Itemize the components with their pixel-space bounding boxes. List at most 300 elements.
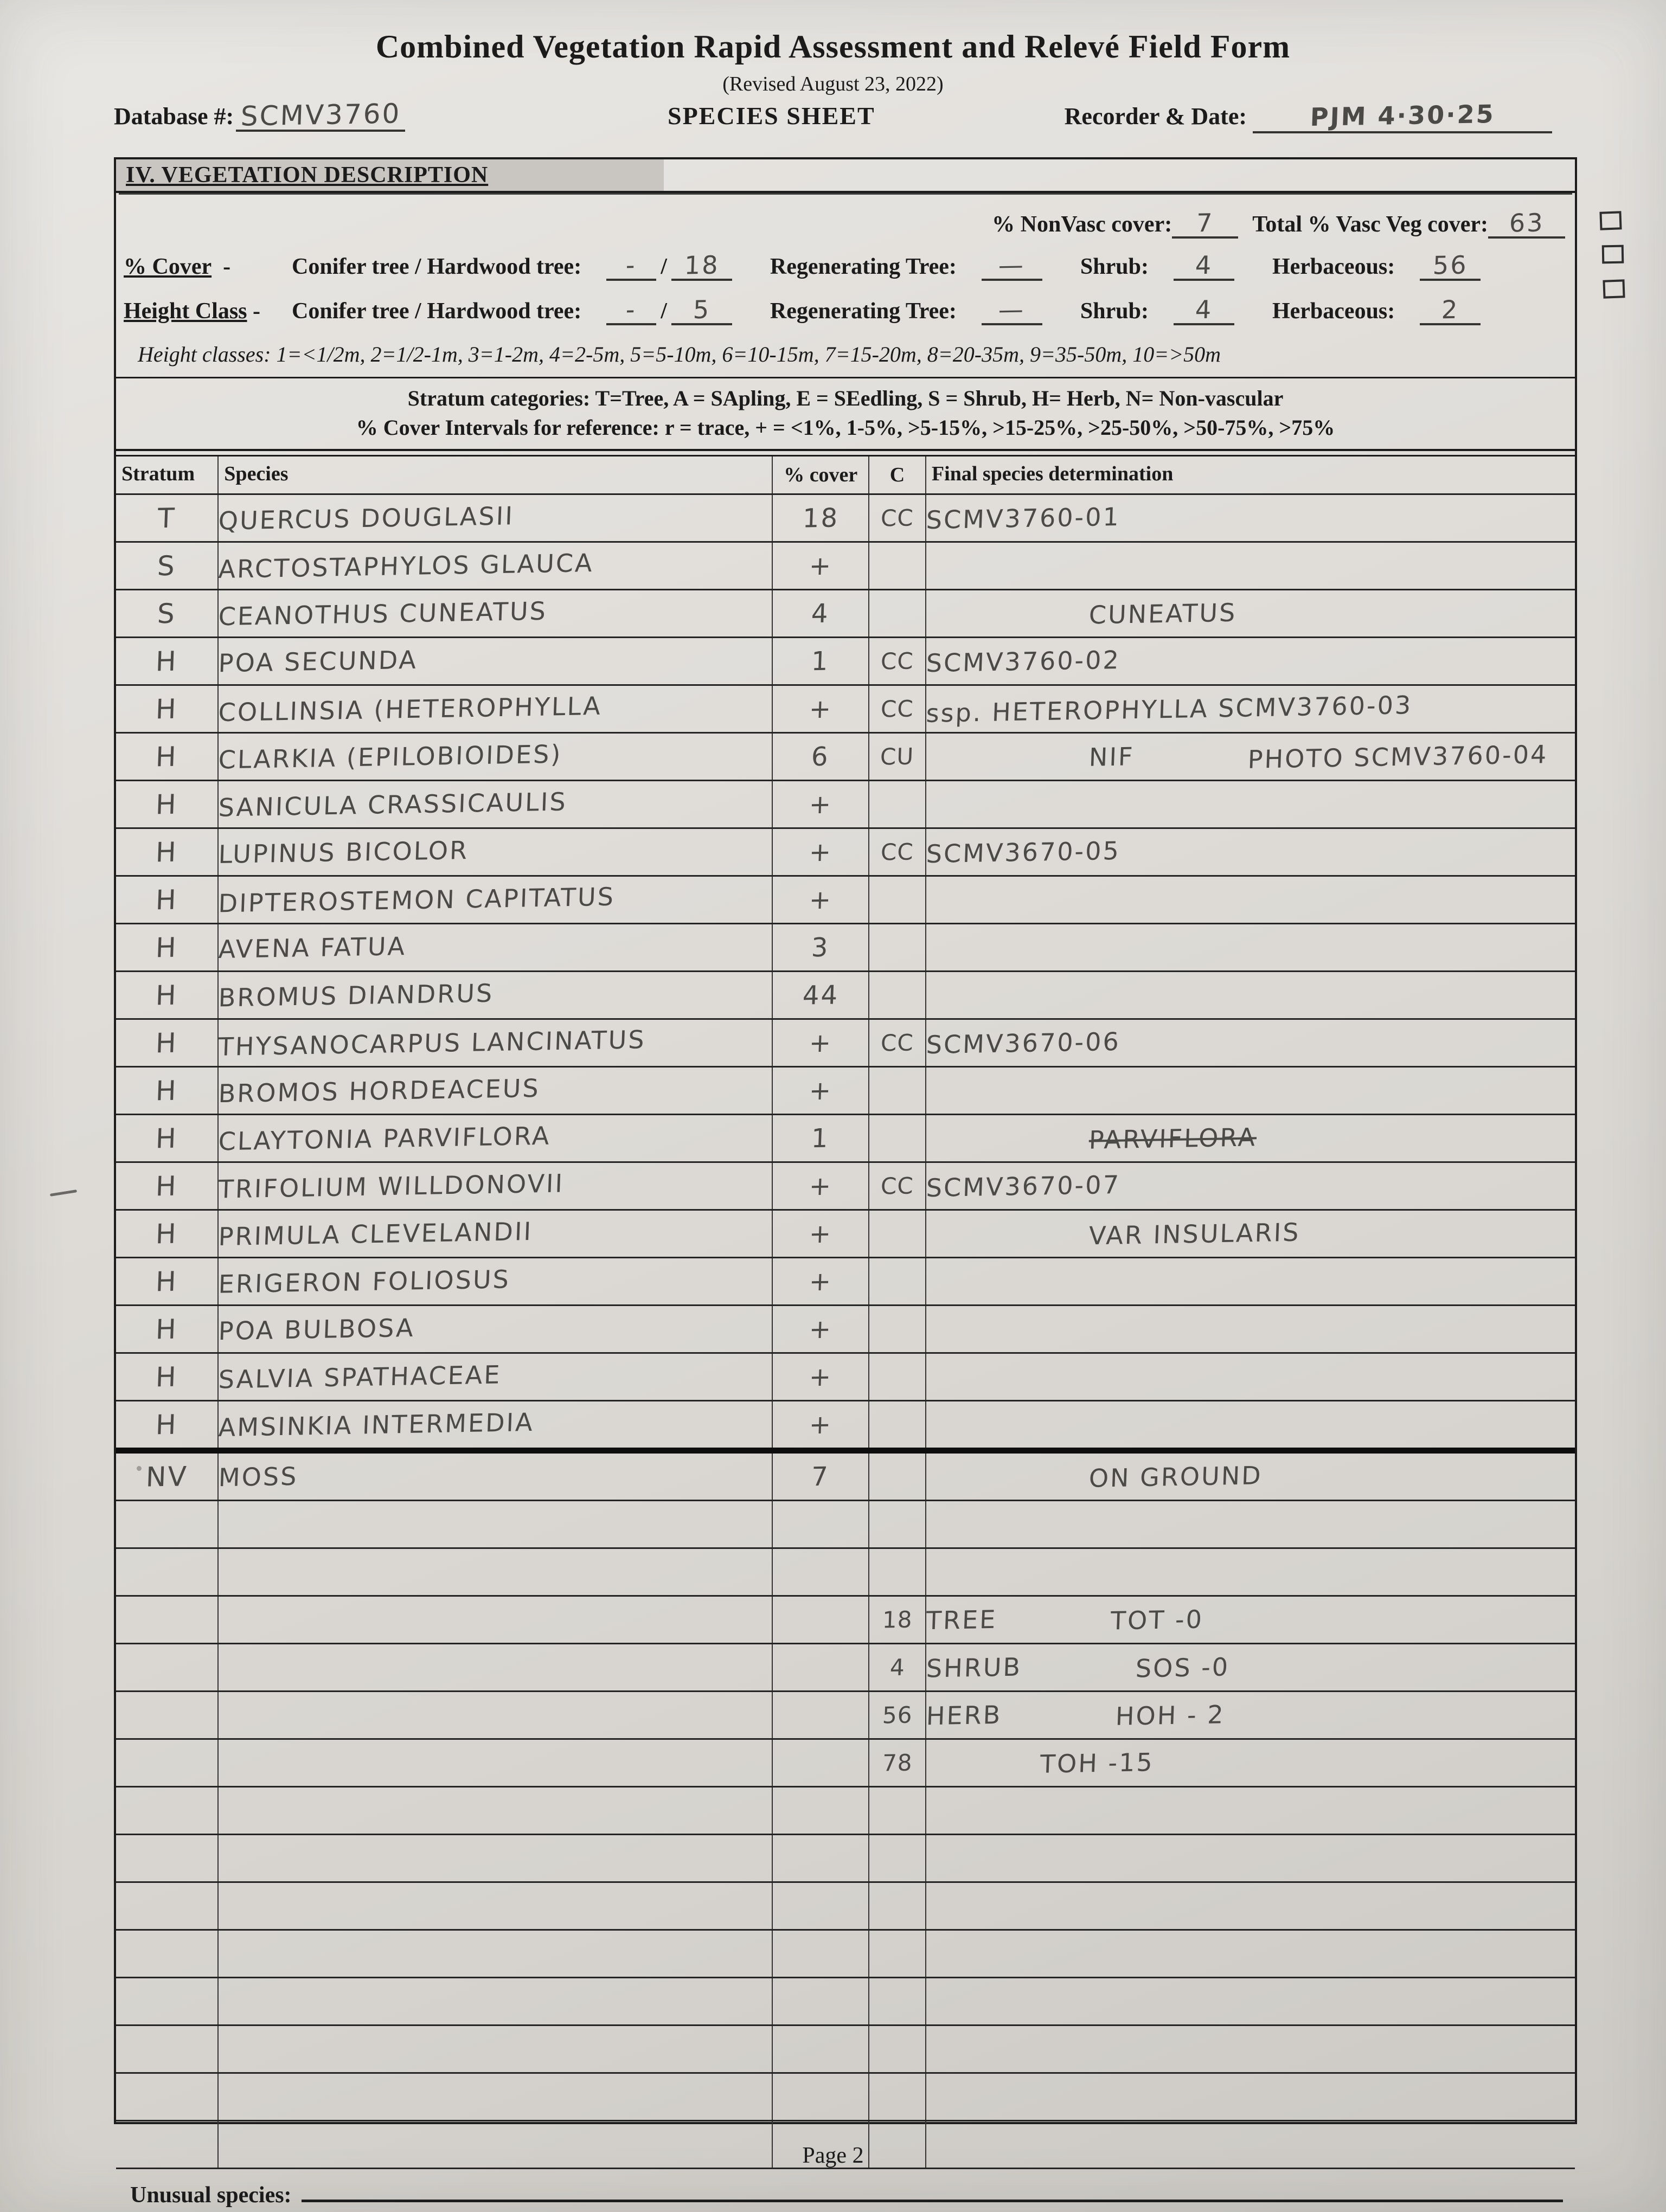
cover-conifer-value: - — [625, 250, 637, 280]
cover-hardwood-value: 18 — [683, 250, 720, 280]
cell-percent-cover — [772, 1451, 869, 1501]
cell-final-determination — [926, 1258, 1575, 1306]
slash-separator: / — [661, 299, 667, 324]
cell-stratum — [116, 1258, 218, 1306]
percent-cover-line — [124, 250, 1565, 281]
double-rule — [116, 449, 1575, 456]
height-herb-value: 2 — [1441, 294, 1460, 325]
cell-percent-cover — [772, 638, 869, 685]
cell-final-determination — [926, 781, 1575, 828]
cell-percent-cover — [772, 1835, 869, 1882]
height-herb-label: Herbaceous: — [1272, 299, 1395, 324]
final-determination: SCMV3670-06 — [925, 1026, 1121, 1059]
height-row-label: Height Class - — [124, 299, 261, 324]
cell-collection — [869, 1692, 926, 1739]
cell-final-determination — [926, 1019, 1575, 1067]
cell-stratum — [116, 1787, 218, 1835]
margin-checkbox-1 — [1599, 211, 1622, 230]
cell-percent-cover — [772, 1644, 869, 1692]
stratum-value: NV — [145, 1460, 189, 1493]
stratum-value: H — [155, 836, 178, 868]
total-vasc-blank — [1488, 210, 1565, 239]
collection-code: 78 — [881, 1749, 913, 1776]
species-row — [116, 733, 1575, 781]
species-row — [116, 1835, 1575, 1882]
cover-herb-value: 56 — [1432, 250, 1469, 280]
stratum-value: H — [155, 1122, 178, 1154]
cell-collection — [869, 1115, 926, 1162]
cell-stratum — [116, 1067, 218, 1115]
cell-final-determination — [926, 1115, 1575, 1162]
collection-code: 56 — [881, 1701, 913, 1728]
cell-collection — [869, 1401, 926, 1451]
total-vasc-label: Total % Vasc Veg cover: — [1252, 212, 1488, 237]
form-revision-note: (Revised August 23, 2022) — [722, 73, 944, 95]
cell-percent-cover — [772, 590, 869, 638]
cell-percent-cover — [772, 1115, 869, 1162]
cell-collection — [869, 1451, 926, 1501]
species-row — [116, 1548, 1575, 1596]
cell-final-determination — [926, 1978, 1575, 2025]
stratum-value: S — [157, 550, 177, 582]
cell-collection — [869, 638, 926, 685]
height-regen-blank — [982, 294, 1042, 325]
cell-species — [218, 1548, 772, 1596]
height-hardwood-blank — [671, 294, 732, 325]
stratum-value: H — [155, 1361, 178, 1393]
final-determination: ON GROUND — [1088, 1460, 1263, 1493]
species-row — [116, 590, 1575, 638]
cell-species — [218, 1115, 772, 1162]
stratum-value: H — [155, 1218, 178, 1250]
col-header-final: Final species determination — [926, 456, 1575, 494]
cover-herb-label: Herbaceous: — [1272, 254, 1395, 279]
species-name: POA BULBOSA — [218, 1313, 415, 1346]
cover-regen-blank — [982, 250, 1042, 281]
species-name: COLLINSIA (HETEROPHYLLA — [218, 691, 603, 727]
final-determination: CUNEATUS — [1088, 597, 1238, 629]
cell-percent-cover — [772, 1739, 869, 1787]
cell-species — [218, 781, 772, 828]
cell-final-determination — [926, 1401, 1575, 1451]
cell-species — [218, 1787, 772, 1835]
cell-collection — [869, 1306, 926, 1353]
final-determination: SCMV3760-01 — [925, 501, 1121, 535]
stratum-value: H — [155, 645, 178, 677]
database-value: SCMV3760 — [240, 98, 401, 132]
stratum-value: H — [155, 741, 178, 773]
species-row — [116, 1306, 1575, 1353]
nonvasc-line — [124, 210, 1565, 239]
stratum-value: H — [155, 788, 178, 820]
cell-stratum — [116, 1019, 218, 1067]
height-classes-note: Height classes: 1=<1/2m, 2=1/2-1m, 3=1-2m, 4=2-5m, 5=5-10m, 6=10-15m, 7=15-20m, 8=20-35m, 9=35-50m, 10=>50m — [138, 342, 1221, 366]
cell-stratum — [116, 1162, 218, 1210]
species-row — [116, 494, 1575, 542]
margin-checkbox-3 — [1603, 279, 1625, 298]
cell-collection — [869, 1739, 926, 1787]
species-row — [116, 542, 1575, 590]
species-row — [116, 1501, 1575, 1548]
cell-collection — [869, 685, 926, 733]
cell-percent-cover — [772, 1019, 869, 1067]
species-name: THYSANOCARPUS LANCINATUS — [218, 1024, 646, 1062]
stratum-value: H — [155, 1313, 178, 1345]
cell-collection — [869, 1548, 926, 1596]
cell-species — [218, 1835, 772, 1882]
cell-species — [218, 542, 772, 590]
cell-collection — [869, 1930, 926, 1978]
height-regen-label: Regenerating Tree: — [770, 299, 957, 324]
cell-collection — [869, 1501, 926, 1548]
cell-collection — [869, 2073, 926, 2121]
cell-percent-cover — [772, 924, 869, 972]
cell-percent-cover — [772, 494, 869, 542]
species-name: CLARKIA (EPILOBIOIDES) — [218, 738, 563, 775]
total-vasc-value: 63 — [1508, 208, 1545, 238]
stratum-value: H — [155, 1170, 178, 1202]
cell-percent-cover — [772, 733, 869, 781]
stratum-value: T — [157, 502, 177, 534]
recorder-field — [977, 99, 1552, 133]
cell-percent-cover — [772, 2025, 869, 2073]
cell-final-determination — [926, 924, 1575, 972]
nonvasc-value: 7 — [1196, 208, 1215, 238]
species-name: POA SECUNDA — [218, 645, 419, 678]
section-heading: IV. VEGETATION DESCRIPTION — [126, 163, 489, 188]
cover-regen-value: — — [998, 250, 1026, 280]
cell-collection — [869, 494, 926, 542]
section-header-bar — [116, 159, 664, 191]
cell-species — [218, 1258, 772, 1306]
final-determination-extra: TOT -0 — [1110, 1604, 1204, 1635]
unusual-species-row — [116, 2169, 1575, 2208]
cell-stratum — [116, 1353, 218, 1401]
cell-collection — [869, 924, 926, 972]
cell-percent-cover — [772, 1787, 869, 1835]
species-row — [116, 1353, 1575, 1401]
cell-final-determination — [926, 876, 1575, 924]
cell-final-determination — [926, 1451, 1575, 1501]
collection-code: CC — [880, 504, 914, 532]
stratum-value: S — [157, 597, 177, 629]
cell-collection — [869, 1787, 926, 1835]
cover-row-label: % Cover - — [124, 254, 231, 279]
slash-separator: / — [661, 254, 667, 279]
final-determination: PARVIFLORA — [1088, 1122, 1257, 1155]
cell-percent-cover — [772, 2073, 869, 2121]
final-determination: TREE — [925, 1604, 998, 1635]
cover-conifer-blank — [606, 250, 656, 281]
sheet-title: SPECIES SHEET — [668, 102, 875, 130]
cell-stratum — [116, 1501, 218, 1548]
cell-percent-cover — [772, 1210, 869, 1258]
final-determination: SCMV3670-05 — [925, 835, 1121, 869]
height-herb-blank — [1420, 294, 1481, 325]
percent-cover-value: + — [808, 550, 833, 581]
collection-code: CC — [880, 695, 914, 723]
cell-final-determination — [926, 494, 1575, 542]
cell-percent-cover — [772, 1978, 869, 2025]
final-determination-extra: SOS -0 — [1135, 1651, 1231, 1683]
cell-stratum — [116, 1401, 218, 1451]
cell-species — [218, 1306, 772, 1353]
collection-code: CC — [880, 647, 914, 675]
species-name: TRIFOLIUM WILLDONOVII — [218, 1168, 565, 1204]
cell-species — [218, 2025, 772, 2073]
col-header-species: Species — [218, 456, 772, 494]
stratum-value: H — [155, 1027, 178, 1059]
cell-final-determination — [926, 1210, 1575, 1258]
height-shrub-value: 4 — [1194, 294, 1214, 325]
final-determination: SCMV3760-02 — [925, 645, 1121, 678]
cell-species — [218, 733, 772, 781]
reference-notes — [116, 378, 1575, 449]
height-class-line — [124, 294, 1565, 325]
cell-species — [218, 828, 772, 876]
collection-code: CC — [880, 838, 914, 866]
species-row — [116, 1596, 1575, 1644]
collection-code: 4 — [889, 1654, 906, 1681]
species-row — [116, 924, 1575, 972]
cell-collection — [869, 1882, 926, 1930]
percent-cover-value: 18 — [802, 502, 840, 534]
species-name: CLAYTONIA PARVIFLORA — [218, 1121, 552, 1156]
cell-final-determination — [926, 542, 1575, 590]
col-header-stratum: Stratum — [116, 456, 218, 494]
species-row — [116, 1644, 1575, 1692]
database-blank — [236, 98, 405, 132]
cell-collection — [869, 2025, 926, 2073]
final-determination-extra: HOH - 2 — [1115, 1699, 1226, 1731]
species-row — [116, 1210, 1575, 1258]
cell-final-determination — [926, 1787, 1575, 1835]
species-row — [116, 1739, 1575, 1787]
cell-percent-cover — [772, 1306, 869, 1353]
species-name: AVENA FATUA — [218, 931, 407, 964]
cell-collection — [869, 972, 926, 1019]
species-row — [116, 1787, 1575, 1835]
cover-shrub-label: Shrub: — [1080, 254, 1149, 279]
cell-stratum — [116, 2073, 218, 2121]
cell-species — [218, 638, 772, 685]
cover-shrub-value: 4 — [1194, 250, 1214, 280]
cell-final-determination — [926, 828, 1575, 876]
cell-species — [218, 972, 772, 1019]
cover-shrub-blank — [1174, 250, 1234, 281]
cell-stratum — [116, 781, 218, 828]
species-row — [116, 828, 1575, 876]
percent-cover-value: 6 — [811, 741, 831, 772]
cell-collection — [869, 1835, 926, 1882]
percent-cover-value: + — [808, 1361, 833, 1392]
cell-final-determination — [926, 1596, 1575, 1644]
cell-stratum — [116, 924, 218, 972]
cell-stratum — [116, 1306, 218, 1353]
species-name: PRIMULA CLEVELANDII — [218, 1216, 534, 1251]
height-conifer-label: Conifer tree / Hardwood tree: — [292, 299, 582, 324]
percent-cover-value: 1 — [811, 646, 831, 677]
height-conifer-blank — [606, 294, 656, 325]
species-name: AMSINKIA INTERMEDIA — [218, 1407, 535, 1442]
cell-stratum — [116, 1210, 218, 1258]
species-row — [116, 638, 1575, 685]
species-name: MOSS — [218, 1461, 299, 1492]
stratum-categories-note: Stratum categories: T=Tree, A = SApling, E = SEedling, S = Shrub, H= Herb, N= Non-vascular — [407, 386, 1284, 410]
cell-collection — [869, 1067, 926, 1115]
cell-species — [218, 1692, 772, 1739]
species-row — [116, 876, 1575, 924]
cell-collection — [869, 733, 926, 781]
species-row — [116, 2025, 1575, 2073]
final-determination-extra: PHOTO SCMV3760-04 — [1247, 739, 1549, 774]
percent-cover-value: + — [808, 884, 833, 915]
cell-stratum — [116, 1115, 218, 1162]
cell-percent-cover — [772, 876, 869, 924]
species-row — [116, 1930, 1575, 1978]
cell-stratum — [116, 1596, 218, 1644]
cell-percent-cover — [772, 1067, 869, 1115]
species-name: BROMOS HORDEACEUS — [218, 1073, 541, 1108]
cover-herb-blank — [1420, 250, 1481, 281]
species-row — [116, 1067, 1575, 1115]
percent-cover-value: + — [808, 1075, 833, 1106]
species-name: ARCTOSTAPHYLOS GLAUCA — [218, 548, 594, 584]
form-title: Combined Vegetation Rapid Assessment and Relevé Field Form — [375, 29, 1291, 65]
cell-species — [218, 1353, 772, 1401]
species-row — [116, 781, 1575, 828]
cell-stratum — [116, 1692, 218, 1739]
cell-stratum — [116, 638, 218, 685]
cell-final-determination — [926, 1882, 1575, 1930]
cell-stratum — [116, 1644, 218, 1692]
cell-species — [218, 2073, 772, 2121]
form-header-row — [114, 98, 1552, 133]
cell-collection — [869, 1258, 926, 1306]
final-determination-extra: TOH -15 — [1039, 1747, 1155, 1779]
species-name: QUERCUS DOUGLASII — [218, 500, 515, 536]
cover-conifer-label: Conifer tree / Hardwood tree: — [292, 254, 582, 279]
cell-final-determination — [926, 733, 1575, 781]
cell-collection — [869, 781, 926, 828]
species-row — [116, 1019, 1575, 1067]
species-row — [116, 1978, 1575, 2025]
species-name: SALVIA SPATHACEAE — [218, 1359, 502, 1394]
cell-species — [218, 1930, 772, 1978]
height-hardwood-value: 5 — [692, 294, 711, 325]
cell-stratum — [116, 828, 218, 876]
species-table-body — [116, 494, 1575, 2169]
cell-percent-cover — [772, 1353, 869, 1401]
cell-collection — [869, 1019, 926, 1067]
height-shrub-blank — [1174, 294, 1234, 325]
cell-species — [218, 1978, 772, 2025]
collection-code: 18 — [881, 1606, 913, 1633]
cell-final-determination — [926, 1739, 1575, 1787]
percent-cover-value: + — [808, 1027, 833, 1058]
cell-final-determination — [926, 1501, 1575, 1548]
percent-cover-value: 1 — [811, 1123, 831, 1154]
species-table — [116, 456, 1575, 2169]
final-determination: HERB — [925, 1700, 1003, 1731]
species-row — [116, 1882, 1575, 1930]
percent-cover-value: + — [808, 1409, 833, 1440]
col-header-c: C — [869, 456, 926, 494]
cover-regen-label: Regenerating Tree: — [770, 254, 957, 279]
cell-collection — [869, 828, 926, 876]
cell-stratum — [116, 494, 218, 542]
cell-stratum — [116, 876, 218, 924]
recorder-blank — [1253, 99, 1552, 133]
species-name: BROMUS DIANDRUS — [218, 978, 495, 1012]
percent-cover-value: + — [808, 789, 833, 820]
final-determination: NIF — [1088, 741, 1135, 772]
cell-species — [218, 1067, 772, 1115]
cell-final-determination — [926, 972, 1575, 1019]
cell-species — [218, 924, 772, 972]
percent-cover-value: 7 — [811, 1461, 831, 1492]
cell-final-determination — [926, 1548, 1575, 1596]
stratum-value: H — [155, 1409, 178, 1441]
species-name: DIPTEROSTEMON CAPITATUS — [218, 882, 616, 918]
cell-species — [218, 1596, 772, 1644]
cell-species — [218, 1451, 772, 1501]
cell-stratum — [116, 685, 218, 733]
final-determination: VAR INSULARIS — [1088, 1217, 1301, 1250]
cover-hardwood-blank — [671, 250, 732, 281]
col-header-cover: % cover — [772, 456, 869, 494]
cell-stratum — [116, 1451, 218, 1501]
cell-species — [218, 1019, 772, 1067]
cell-species — [218, 494, 772, 542]
percent-cover-value: + — [808, 693, 833, 724]
species-name: SANICULA CRASSICAULIS — [218, 786, 568, 822]
nonvasc-blank — [1172, 210, 1238, 239]
cell-percent-cover — [772, 1882, 869, 1930]
collection-code: CC — [880, 1028, 914, 1057]
cell-percent-cover — [772, 1501, 869, 1548]
species-row — [116, 1401, 1575, 1451]
cell-final-determination — [926, 1835, 1575, 1882]
cell-final-determination — [926, 1930, 1575, 1978]
species-row — [116, 685, 1575, 733]
cell-species — [218, 685, 772, 733]
cell-species — [218, 876, 772, 924]
cell-percent-cover — [772, 1596, 869, 1644]
cell-final-determination — [926, 1067, 1575, 1115]
species-name: CEANOTHUS CUNEATUS — [218, 596, 548, 631]
final-determination: SHRUB — [925, 1651, 1022, 1683]
cell-collection — [869, 1644, 926, 1692]
cell-stratum — [116, 542, 218, 590]
cell-collection — [869, 1978, 926, 2025]
recorder-value: PJM 4·30·25 — [1309, 99, 1496, 132]
stratum-value: H — [155, 979, 178, 1011]
nonvasc-label: % NonVasc cover: — [992, 212, 1172, 237]
percent-cover-value: + — [808, 1314, 833, 1345]
unusual-species-label: Unusual species: — [130, 2183, 292, 2208]
stratum-value: H — [155, 1265, 178, 1297]
cell-final-determination — [926, 1162, 1575, 1210]
height-conifer-value: - — [625, 294, 637, 325]
cell-species — [218, 1739, 772, 1787]
cell-percent-cover — [772, 972, 869, 1019]
cell-percent-cover — [772, 1548, 869, 1596]
height-regen-value: — — [998, 294, 1026, 325]
unusual-species-blank — [302, 2178, 1563, 2202]
cell-stratum — [116, 2025, 218, 2073]
cell-final-determination — [926, 685, 1575, 733]
